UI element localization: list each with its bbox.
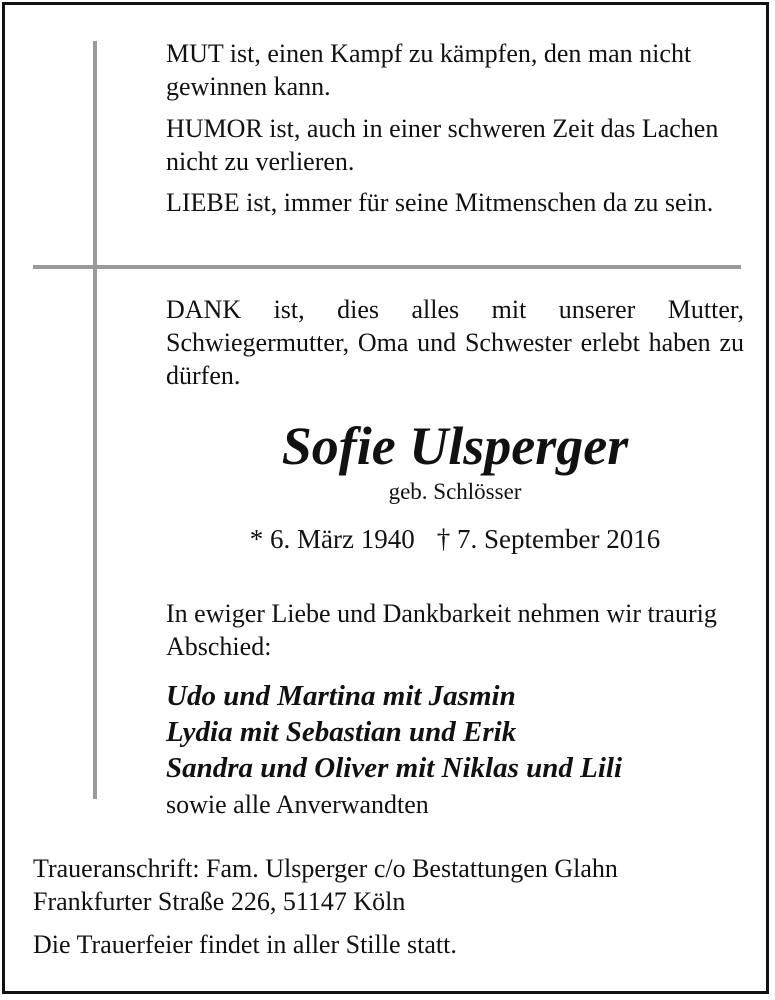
birth-date: * 6. März 1940	[249, 524, 415, 554]
address-line: Frankfurter Straße 226, 51147 Köln	[33, 887, 406, 916]
cross-horizontal-bar	[33, 265, 741, 269]
mourners-list	[166, 678, 766, 786]
mourner-line: Udo und Martina mit Jasmin	[166, 680, 516, 712]
quote-courage: MUT ist, einen Kampf zu kämpfen, den man nicht gewinnen kann.	[166, 39, 692, 101]
address-line: Traueranschrift: Fam. Ulsperger c/o Bestattungen Glahn	[33, 854, 618, 883]
quote-love: LIEBE ist, immer für seine Mitmenschen da zu sein.	[166, 188, 714, 217]
thanks-text: DANK ist, dies alles mit unserer Mutter, Schwiegermutter, Oma und Schwester erlebt haben zu dürfen.	[166, 295, 744, 390]
cross-vertical-bar	[93, 41, 97, 799]
deceased-name: Sofie Ulsperger	[281, 416, 629, 476]
life-dates	[166, 522, 744, 556]
relatives-text: sowie alle Anverwandten	[166, 790, 429, 819]
farewell-text: In ewiger Liebe und Dankbarkeit nehmen wir traurig Abschied:	[166, 599, 717, 661]
mourning-address	[33, 852, 753, 918]
mourner-line: Sandra und Oliver mit Niklas und Lili	[166, 752, 623, 784]
maiden-name: geb. Schlösser	[388, 479, 522, 504]
death-date: † 7. September 2016	[436, 524, 661, 554]
quote-humor: HUMOR ist, auch in einer schweren Zeit das Lachen nicht zu verlieren.	[166, 114, 719, 176]
ceremony-note: Die Trauerfeier findet in aller Stille statt.	[33, 930, 457, 959]
mourner-line: Lydia mit Sebastian und Erik	[166, 716, 517, 748]
